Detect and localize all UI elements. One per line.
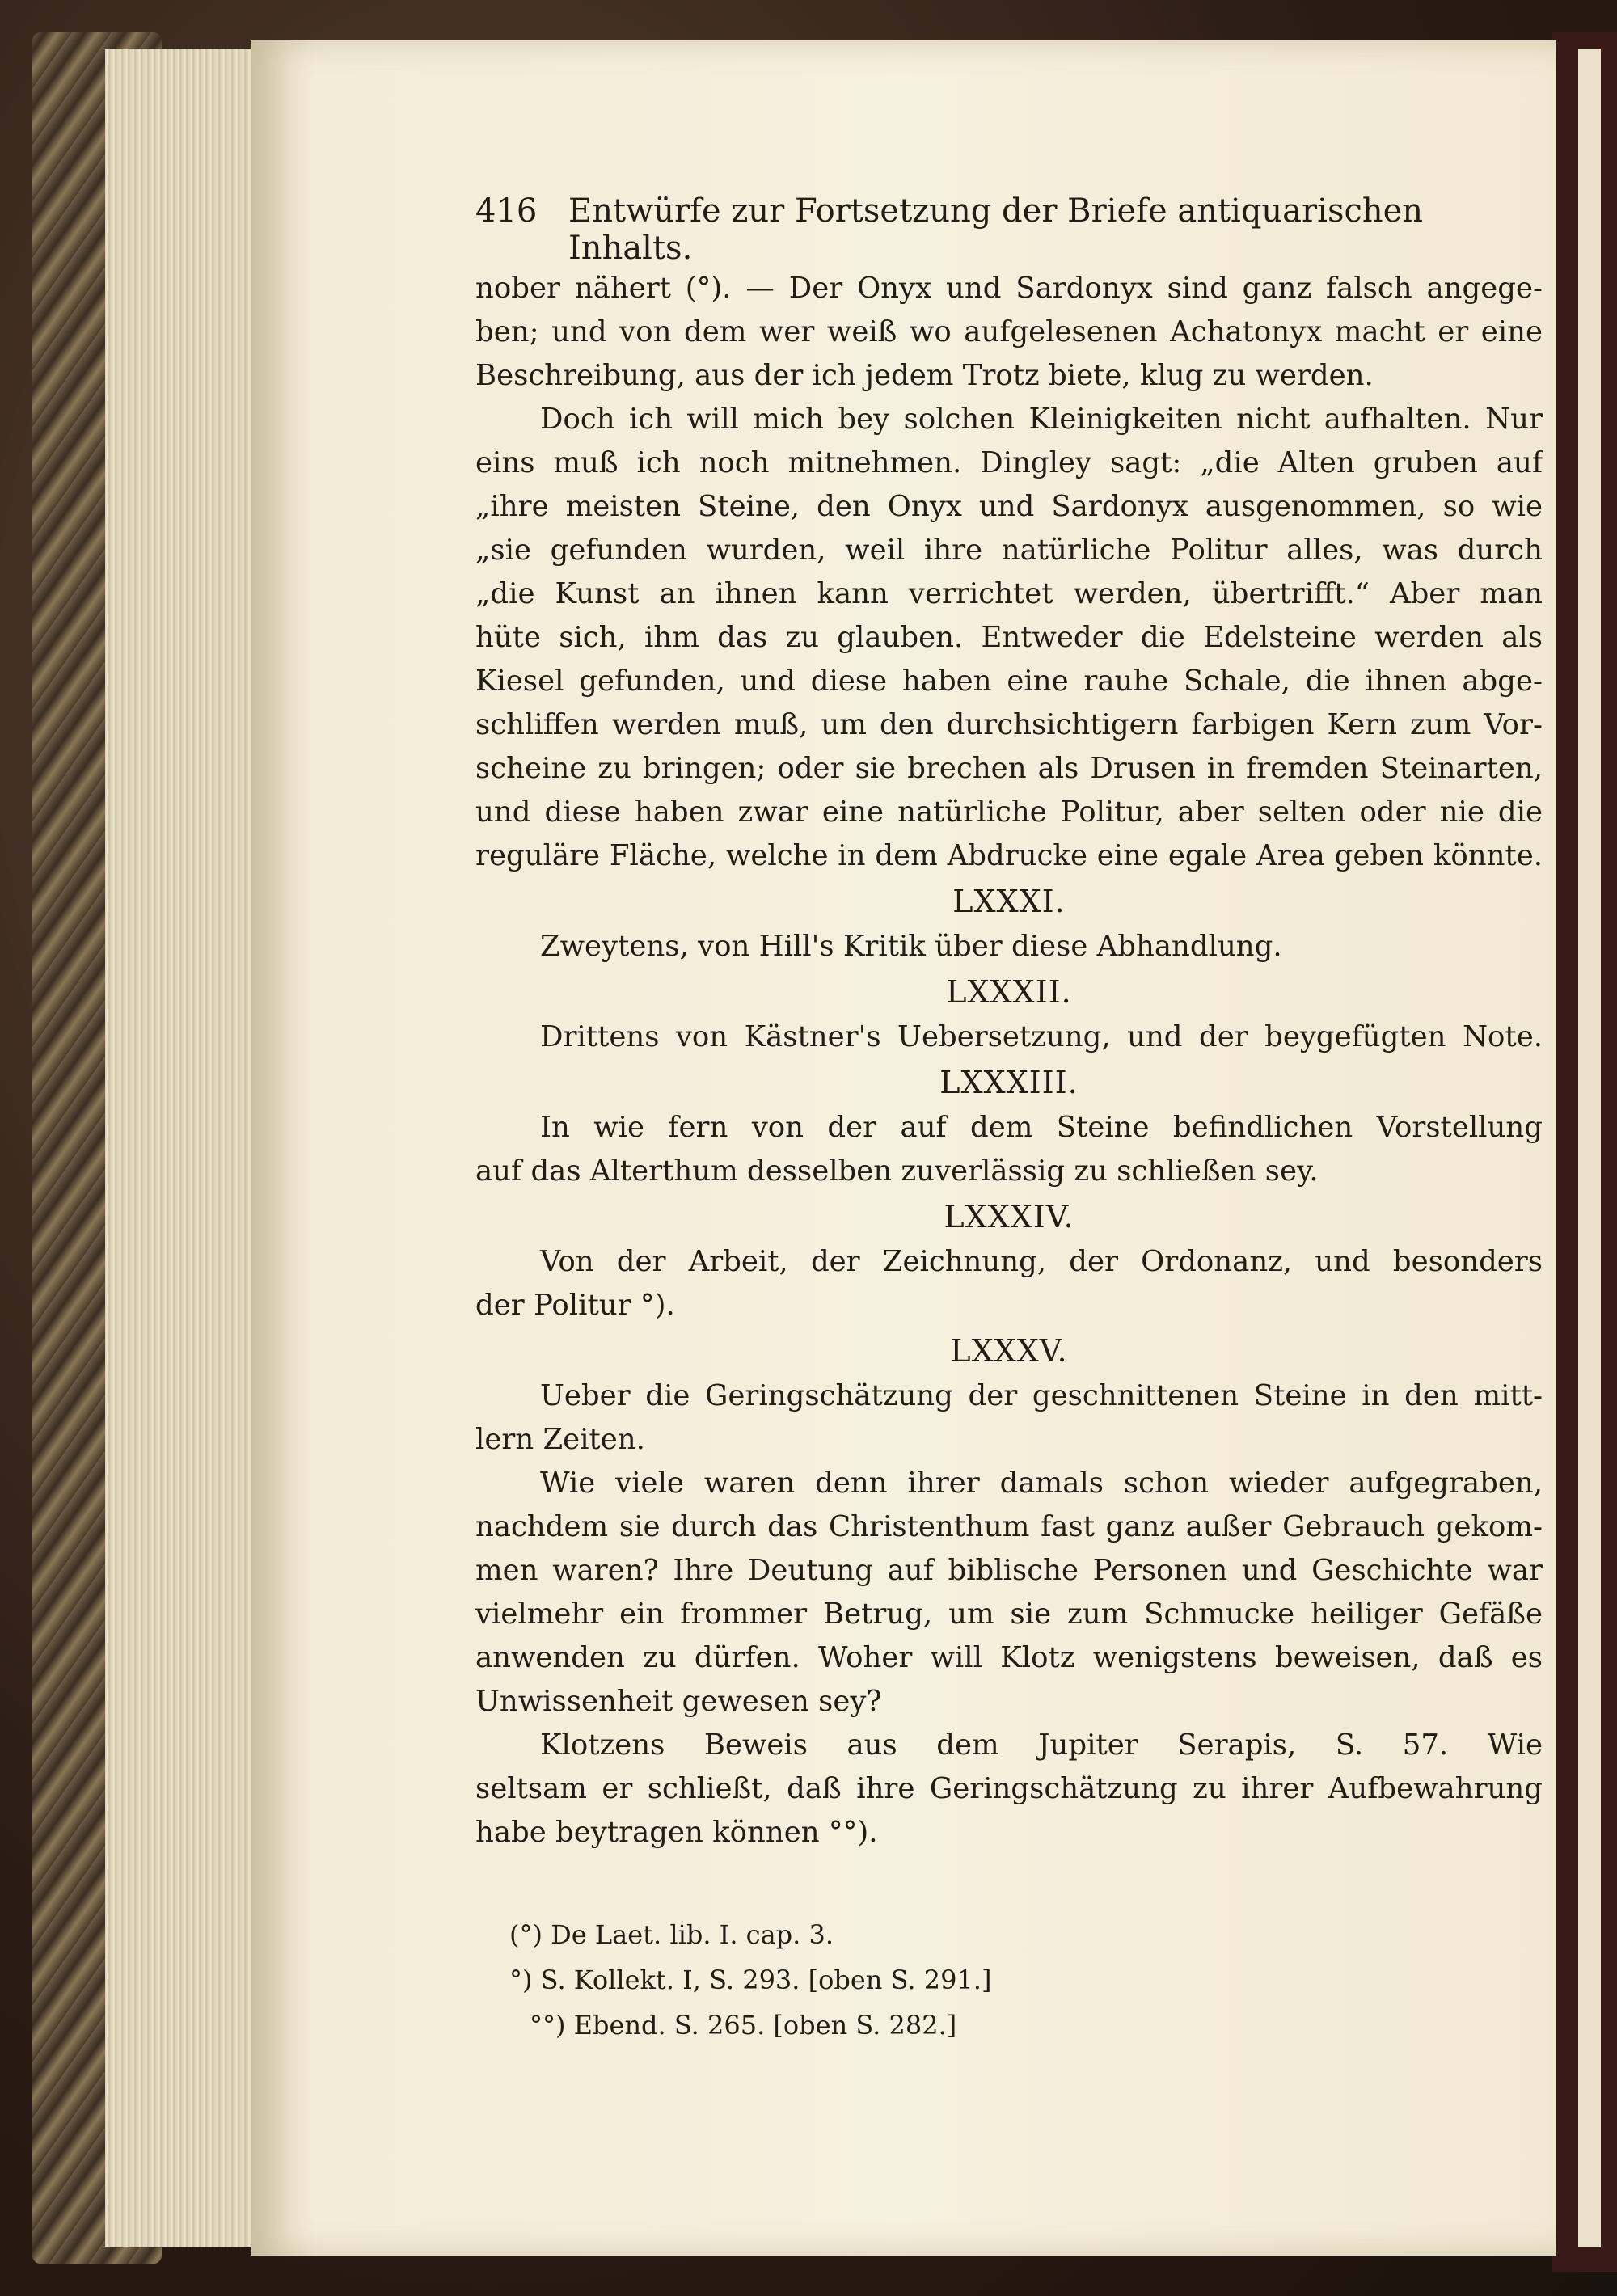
section-numeral: LXXXI.: [952, 884, 1066, 919]
footnote: °) S. Kollekt. I, S. 293. [oben S. 291.]: [509, 1965, 992, 1995]
text-line: habe beytragen können °°).: [475, 1816, 878, 1849]
text-line: „die Kunst an ihnen kann verrichtet werden, übertrifft.“ Aber man: [475, 577, 1543, 610]
section-text: [475, 1240, 1543, 1327]
text-line: der Politur °).: [475, 1289, 675, 1322]
page-header: [475, 192, 1543, 267]
section-text: [475, 925, 1543, 969]
text-line: schliffen werden muß, um den durchsichtigern farbigen Kern zum Vor-: [475, 708, 1543, 741]
text-line: ben; und von dem wer weiß wo aufgelesenen Achatonyx macht er eine: [475, 315, 1543, 348]
section-numeral: LXXXII.: [946, 974, 1072, 1010]
text-line: nachdem sie durch das Christenthum fast ganz außer Gebrauch gekom-: [475, 1510, 1543, 1543]
page-edges: [105, 49, 259, 2247]
section-numeral: LXXXIII.: [939, 1065, 1079, 1100]
text-line: „ihre meisten Steine, den Onyx und Sardonyx ausgenommen, so wie: [475, 490, 1543, 523]
text-line: hüte sich, ihm das zu glauben. Entweder die Edelsteine werden als: [475, 621, 1543, 654]
text-line: anwenden zu dürfen. Woher will Klotz wenigstens beweisen, daß es: [475, 1641, 1543, 1674]
text-line: seltsam er schließt, daß ihre Geringschätzung zu ihrer Aufbewahrung: [475, 1772, 1543, 1805]
footnotes: [477, 1912, 1447, 2048]
text-line: scheine zu bringen; oder sie brechen als Drusen in fremden Steinarten,: [475, 752, 1543, 785]
text-line: men waren? Ihre Deutung auf biblische Personen und Geschichte war: [475, 1554, 1543, 1587]
text-line: Von der Arbeit, der Zeichnung, der Ordonanz, und besonders: [540, 1245, 1543, 1278]
text-line: vielmehr ein frommer Betrug, um sie zum Schmucke heiliger Gefäße: [475, 1597, 1543, 1631]
running-head: Entwürfe zur Fortsetzung der Briefe antiquarischen Inhalts.: [568, 192, 1424, 267]
section-numeral: LXXXV.: [950, 1333, 1068, 1369]
text-line: Beschreibung, aus der ich jedem Trotz biete, klug zu werden.: [475, 359, 1374, 392]
text-line: Zweytens, von Hill's Kritik über diese Abhandlung.: [540, 930, 1282, 963]
text-line: „sie gefunden wurden, weil ihre natürliche Politur alles, was durch: [475, 534, 1543, 567]
section-text: [475, 1374, 1543, 1855]
text-line: Drittens von Kästner's Uebersetzung, und der beygefügten Note.: [540, 1020, 1543, 1053]
text-line: nober nähert (°). — Der Onyx und Sardonyx sind ganz falsch angege-: [475, 272, 1543, 305]
section-text: [475, 1106, 1543, 1193]
section-text: [475, 1015, 1543, 1059]
text-line: Wie viele waren denn ihrer damals schon wieder aufgegraben,: [540, 1467, 1543, 1500]
text-line: In wie fern von der auf dem Steine befindlichen Vorstellung: [540, 1111, 1543, 1144]
text-line: lern Zeiten.: [475, 1423, 645, 1456]
text-line: Doch ich will mich bey solchen Kleinigkeiten nicht aufhalten. Nur: [540, 403, 1543, 436]
text-line: Klotzens Beweis aus dem Jupiter Serapis, S. 57. Wie: [540, 1728, 1543, 1762]
text-line: und diese haben zwar eine natürliche Politur, aber selten oder nie die: [475, 796, 1543, 829]
page-content: [475, 192, 1543, 1855]
text-line: auf das Alterthum desselben zuverlässig zu schließen sey.: [475, 1154, 1319, 1188]
book-page: [251, 40, 1556, 2256]
right-page-edge: [1578, 49, 1601, 2247]
page-number: 416: [475, 192, 538, 230]
footnote: (°) De Laet. lib. I. cap. 3.: [509, 1919, 834, 1950]
footnote: °°) Ebend. S. 265. [oben S. 282.]: [530, 2010, 957, 2041]
text-line: Kiesel gefunden, und diese haben eine rauhe Schale, die ihnen abge-: [475, 665, 1543, 698]
text-line: Ueber die Geringschätzung der geschnittenen Steine in den mitt-: [540, 1379, 1543, 1412]
text-line: Unwissenheit gewesen sey?: [475, 1685, 882, 1718]
section-numeral: LXXXIV.: [944, 1199, 1074, 1235]
text-line: reguläre Fläche, welche in dem Abdrucke eine egale Area geben könnte.: [475, 839, 1543, 872]
text-line: eins muß ich noch mitnehmen. Dingley sagt: „die Alten gruben auf: [475, 446, 1543, 479]
intro-paragraph: [475, 267, 1543, 878]
